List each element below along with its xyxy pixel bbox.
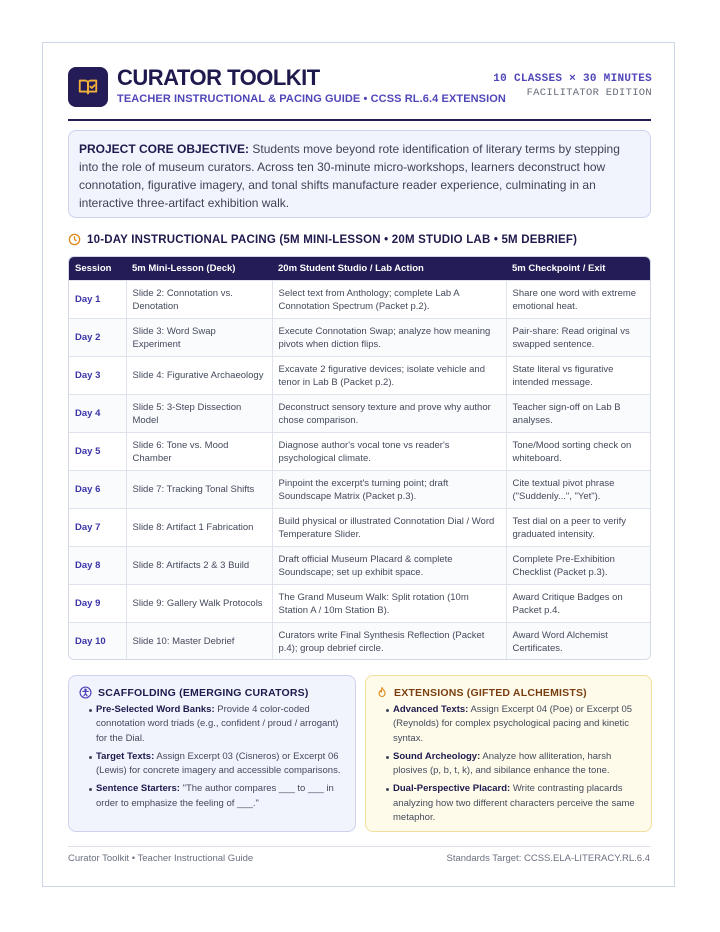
page-subtitle: TEACHER INSTRUCTIONAL & PACING GUIDE • CCSS RL.6.4 EXTENSION xyxy=(117,93,506,105)
extension-item xyxy=(386,750,639,779)
scaffolding-item xyxy=(89,782,343,811)
column-header: Session xyxy=(69,257,126,281)
item-text: Provide 4 color-coded connotation word triads (e.g., confident / proud / arrogant) for the Dial. xyxy=(96,704,339,744)
extension-item xyxy=(386,703,639,746)
studio-lab-cell: Build physical or illustrated Connotation Dial / Word Temperature Slider. xyxy=(272,509,506,547)
scaffolding-item xyxy=(89,703,343,746)
extensions-title xyxy=(376,686,639,699)
scaffolding-title-text: SCAFFOLDING (EMERGING CURATORS) xyxy=(98,686,309,699)
objective-box xyxy=(68,130,651,218)
studio-lab-cell: Draft official Museum Placard & complete Soundscape; set up exhibit space. xyxy=(272,547,506,585)
table-row xyxy=(69,395,651,433)
session-cell: Day 7 xyxy=(69,509,126,547)
mini-lesson-cell: Slide 4: Figurative Archaeology xyxy=(126,357,272,395)
studio-lab-cell: Select text from Anthology; complete Lab A Connotation Spectrum (Packet p.2). xyxy=(272,281,506,319)
checkpoint-cell: Award Word Alchemist Certificates. xyxy=(506,623,651,661)
checkpoint-cell: Share one word with extreme emotional heat. xyxy=(506,281,651,319)
item-text: "The author compares ___ to ___ in order to emphasize the feeling of ___." xyxy=(96,783,334,809)
scaffolding-card xyxy=(68,675,356,832)
objective-label: PROJECT CORE OBJECTIVE: xyxy=(79,142,250,156)
pacing-table xyxy=(68,256,651,660)
scaffolding-item xyxy=(89,750,343,779)
table-row xyxy=(69,509,651,547)
session-cell: Day 5 xyxy=(69,433,126,471)
mini-lesson-cell: Slide 2: Connotation vs. Denotation xyxy=(126,281,272,319)
book-check-icon xyxy=(77,76,99,98)
column-header: 5m Checkpoint / Exit xyxy=(506,257,651,281)
page-title: CURATOR TOOLKIT xyxy=(117,65,320,90)
session-cell: Day 4 xyxy=(69,395,126,433)
checkpoint-cell: Teacher sign-off on Lab B analyses. xyxy=(506,395,651,433)
table-row xyxy=(69,281,651,319)
table-row xyxy=(69,357,651,395)
checkpoint-cell: Pair-share: Read original vs swapped sentence. xyxy=(506,319,651,357)
mini-lesson-cell: Slide 8: Artifact 1 Fabrication xyxy=(126,509,272,547)
mini-lesson-cell: Slide 10: Master Debrief xyxy=(126,623,272,661)
table-row xyxy=(69,319,651,357)
session-cell: Day 3 xyxy=(69,357,126,395)
guide-page xyxy=(42,42,675,887)
item-text: Assign Excerpt 03 (Cisneros) or Excerpt 06 (Lewis) for concrete imagery and accessible comparisons. xyxy=(96,750,341,777)
session-cell: Day 1 xyxy=(69,281,126,319)
table-row xyxy=(69,471,651,509)
footer-standards: Standards Target: CCSS.ELA-LITERACY.RL.6.4 xyxy=(446,853,650,864)
header-divider xyxy=(68,119,651,121)
item-text: Write contrasting placards analyzing how two different characters perceive the same metaphor. xyxy=(393,783,635,824)
studio-lab-cell: Diagnose author's vocal tone vs reader's psychological climate. xyxy=(272,433,506,471)
mini-lesson-cell: Slide 3: Word Swap Experiment xyxy=(126,319,272,357)
session-cell: Day 10 xyxy=(69,623,126,661)
studio-lab-cell: Excavate 2 figurative devices; isolate vehicle and tenor in Lab B (Packet p.2). xyxy=(272,357,506,395)
item-label: Dual-Perspective Placard: xyxy=(393,783,511,795)
checkpoint-cell: State literal vs figurative intended message. xyxy=(506,357,651,395)
logo xyxy=(68,67,108,107)
session-cell: Day 9 xyxy=(69,585,126,623)
item-label: Target Texts: xyxy=(96,750,155,762)
clock-icon xyxy=(68,233,81,246)
pacing-heading-text: 10-DAY INSTRUCTIONAL PACING (5M MINI-LESSON • 20M STUDIO LAB • 5M DEBRIEF) xyxy=(87,233,578,246)
mini-lesson-cell: Slide 5: 3-Step Dissection Model xyxy=(126,395,272,433)
mini-lesson-cell: Slide 8: Artifacts 2 & 3 Build xyxy=(126,547,272,585)
extensions-title-text: EXTENSIONS (GIFTED ALCHEMISTS) xyxy=(394,686,587,699)
objective-text: Students move beyond rote identification of literary terms by stepping into the role of museum curators. Across ten 30-minute micro-workshops, learners deconstruct how connotation, figurative imagery, and tonal shifts manufacture reader experience, culminating in an interactive three-artifact exhibition walk. xyxy=(79,142,620,210)
item-label: Sound Archeology: xyxy=(393,750,481,762)
item-text: Analyze how alliteration, harsh plosives (p, b, t, k), and sibilance enhance the tone. xyxy=(393,750,612,777)
class-count-meta: 10 CLASSES × 30 MINUTES xyxy=(493,73,652,85)
flame-icon xyxy=(376,686,388,699)
extension-item xyxy=(386,782,639,825)
item-label: Advanced Texts: xyxy=(393,704,469,715)
item-label: Pre-Selected Word Banks: xyxy=(96,704,215,715)
item-label: Sentence Starters: xyxy=(96,783,180,795)
session-cell: Day 8 xyxy=(69,547,126,585)
pacing-heading xyxy=(68,233,577,246)
item-text: Assign Excerpt 04 (Poe) or Excerpt 05 (Reynolds) for complex psychological pacing and kinetic syntax. xyxy=(393,704,633,744)
footer-title: Curator Toolkit • Teacher Instructional Guide xyxy=(68,853,254,864)
column-header: 20m Student Studio / Lab Action xyxy=(272,257,506,281)
mini-lesson-cell: Slide 9: Gallery Walk Protocols xyxy=(126,585,272,623)
studio-lab-cell: Execute Connotation Swap; analyze how meaning pivots when diction flips. xyxy=(272,319,506,357)
session-cell: Day 2 xyxy=(69,319,126,357)
studio-lab-cell: The Grand Museum Walk: Split rotation (10m Station A / 10m Station B). xyxy=(272,585,506,623)
table-header-row xyxy=(69,257,651,281)
column-header: 5m Mini-Lesson (Deck) xyxy=(126,257,272,281)
studio-lab-cell: Pinpoint the excerpt's turning point; draft Soundscape Matrix (Packet p.3). xyxy=(272,471,506,509)
studio-lab-cell: Deconstruct sensory texture and prove why author chose comparison. xyxy=(272,395,506,433)
checkpoint-cell: Test dial on a peer to verify graduated intensity. xyxy=(506,509,651,547)
table-row xyxy=(69,623,651,661)
checkpoint-cell: Complete Pre-Exhibition Checklist (Packet p.3). xyxy=(506,547,651,585)
edition-meta: FACILITATOR EDITION xyxy=(526,87,652,99)
checkpoint-cell: Tone/Mood sorting check on whiteboard. xyxy=(506,433,651,471)
mini-lesson-cell: Slide 7: Tracking Tonal Shifts xyxy=(126,471,272,509)
table-row xyxy=(69,547,651,585)
table-row xyxy=(69,585,651,623)
checkpoint-cell: Award Critique Badges on Packet p.4. xyxy=(506,585,651,623)
footer-divider xyxy=(68,846,651,847)
session-cell: Day 6 xyxy=(69,471,126,509)
extensions-card xyxy=(365,675,652,832)
checkpoint-cell: Cite textual pivot phrase ("Suddenly...", "Yet"). xyxy=(506,471,651,509)
studio-lab-cell: Curators write Final Synthesis Reflection (Packet p.4); group debrief circle. xyxy=(272,623,506,661)
accessibility-icon xyxy=(79,686,92,699)
scaffolding-title xyxy=(79,686,343,699)
mini-lesson-cell: Slide 6: Tone vs. Mood Chamber xyxy=(126,433,272,471)
table-row xyxy=(69,433,651,471)
